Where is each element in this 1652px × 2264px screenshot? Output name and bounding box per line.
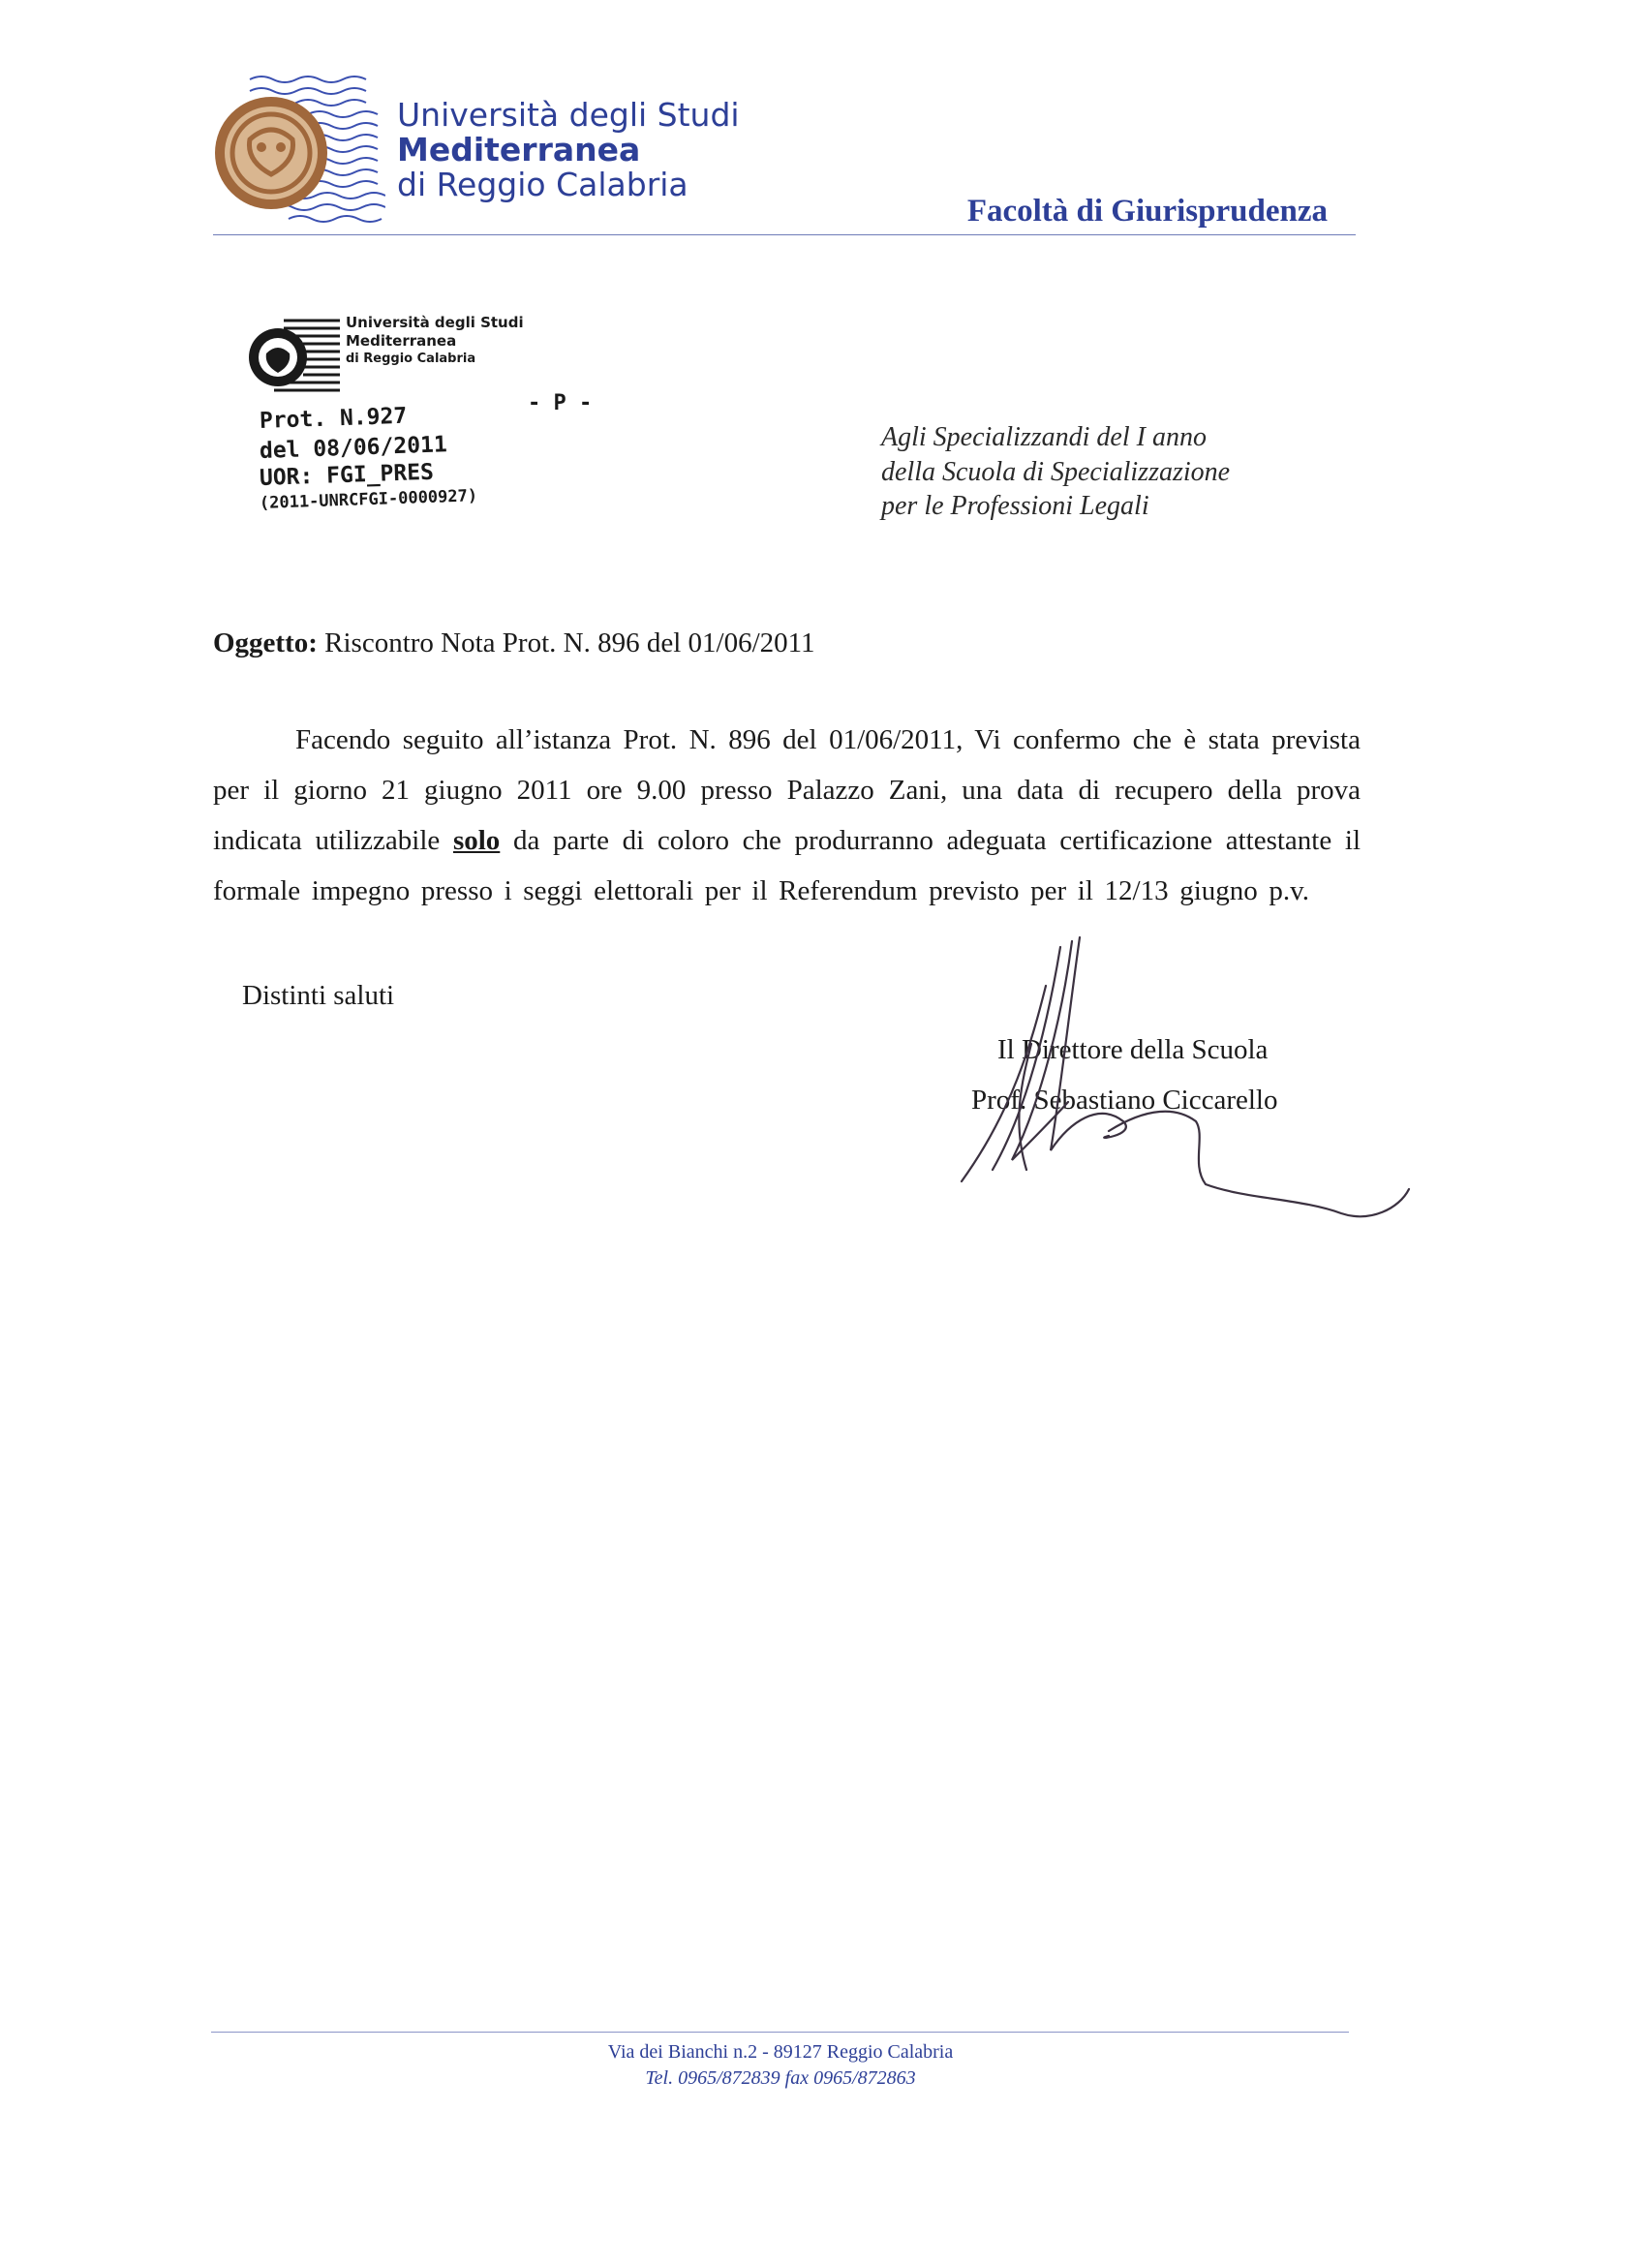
body-line3 — [213, 827, 1361, 855]
stamp-date: del 08/06/2011 — [259, 432, 448, 464]
faculty-name: Facoltà di Giurisprudenza — [966, 194, 1328, 229]
university-name-line3: di Reggio Calabria — [397, 166, 688, 203]
handwritten-signature — [954, 928, 1419, 1238]
body-line2: per il giorno 21 giugno 2011 ore 9.00 presso Palazzo Zani, una data di recupero della prova — [213, 775, 1361, 806]
stamp-university-line3: di Reggio Calabria — [346, 352, 476, 366]
addressee-line2: della Scuola di Specializzazione — [881, 457, 1231, 487]
footer-address: Via dei Bianchi n.2 - 89127 Reggio Calabria — [607, 2041, 954, 2063]
subject-label: Oggetto: — [213, 627, 318, 658]
footer-phone: Tel. 0965/872839 fax 0965/872863 — [645, 2067, 916, 2089]
signatory-role: Il Direttore della Scuola — [997, 1034, 1269, 1065]
addressee-line3: per le Professioni Legali — [881, 491, 1149, 521]
body-emphasis-solo: solo — [452, 825, 501, 856]
stamp-logo — [245, 315, 342, 402]
university-logo — [211, 70, 385, 225]
body-line3-end: da parte di coloro che produrranno adeguata certificazione attestante il — [512, 825, 1361, 856]
stamp-protocol-number: Prot. N.927 — [259, 403, 408, 434]
greeting: Distinti saluti — [242, 980, 395, 1011]
header-divider — [213, 234, 1356, 235]
university-name-line2: Mediterranea — [397, 131, 641, 168]
signatory-name: Prof. Sebastiano Ciccarello — [971, 1085, 1278, 1116]
stamp-uor: UOR: FGI_PRES — [259, 459, 435, 491]
addressee-line1: Agli Specializzandi del I anno — [881, 422, 1207, 452]
subject-line — [213, 627, 815, 659]
stamp-university-line1: Università degli Studi — [346, 314, 524, 331]
body-line4: formale impegno presso i seggi elettorali per il Referendum previsto per il 12/13 giugno p.v. — [213, 875, 1309, 906]
stamp-university-line2: Mediterranea — [346, 332, 457, 350]
body-line1: Facendo seguito all’istanza Prot. N. 896 del 01/06/2011, Vi confermo che è stata prevista — [295, 724, 1361, 755]
subject-text: Riscontro Nota Prot. N. 896 del 01/06/2011 — [324, 627, 815, 658]
footer-divider — [211, 2032, 1349, 2033]
body-line3-start: indicata utilizzabile — [213, 825, 441, 856]
stamp-code: (2011-UNRCFGI-0000927) — [259, 486, 478, 513]
stamp-mark: - P - — [528, 391, 593, 415]
university-name-line1: Università degli Studi — [397, 96, 740, 134]
